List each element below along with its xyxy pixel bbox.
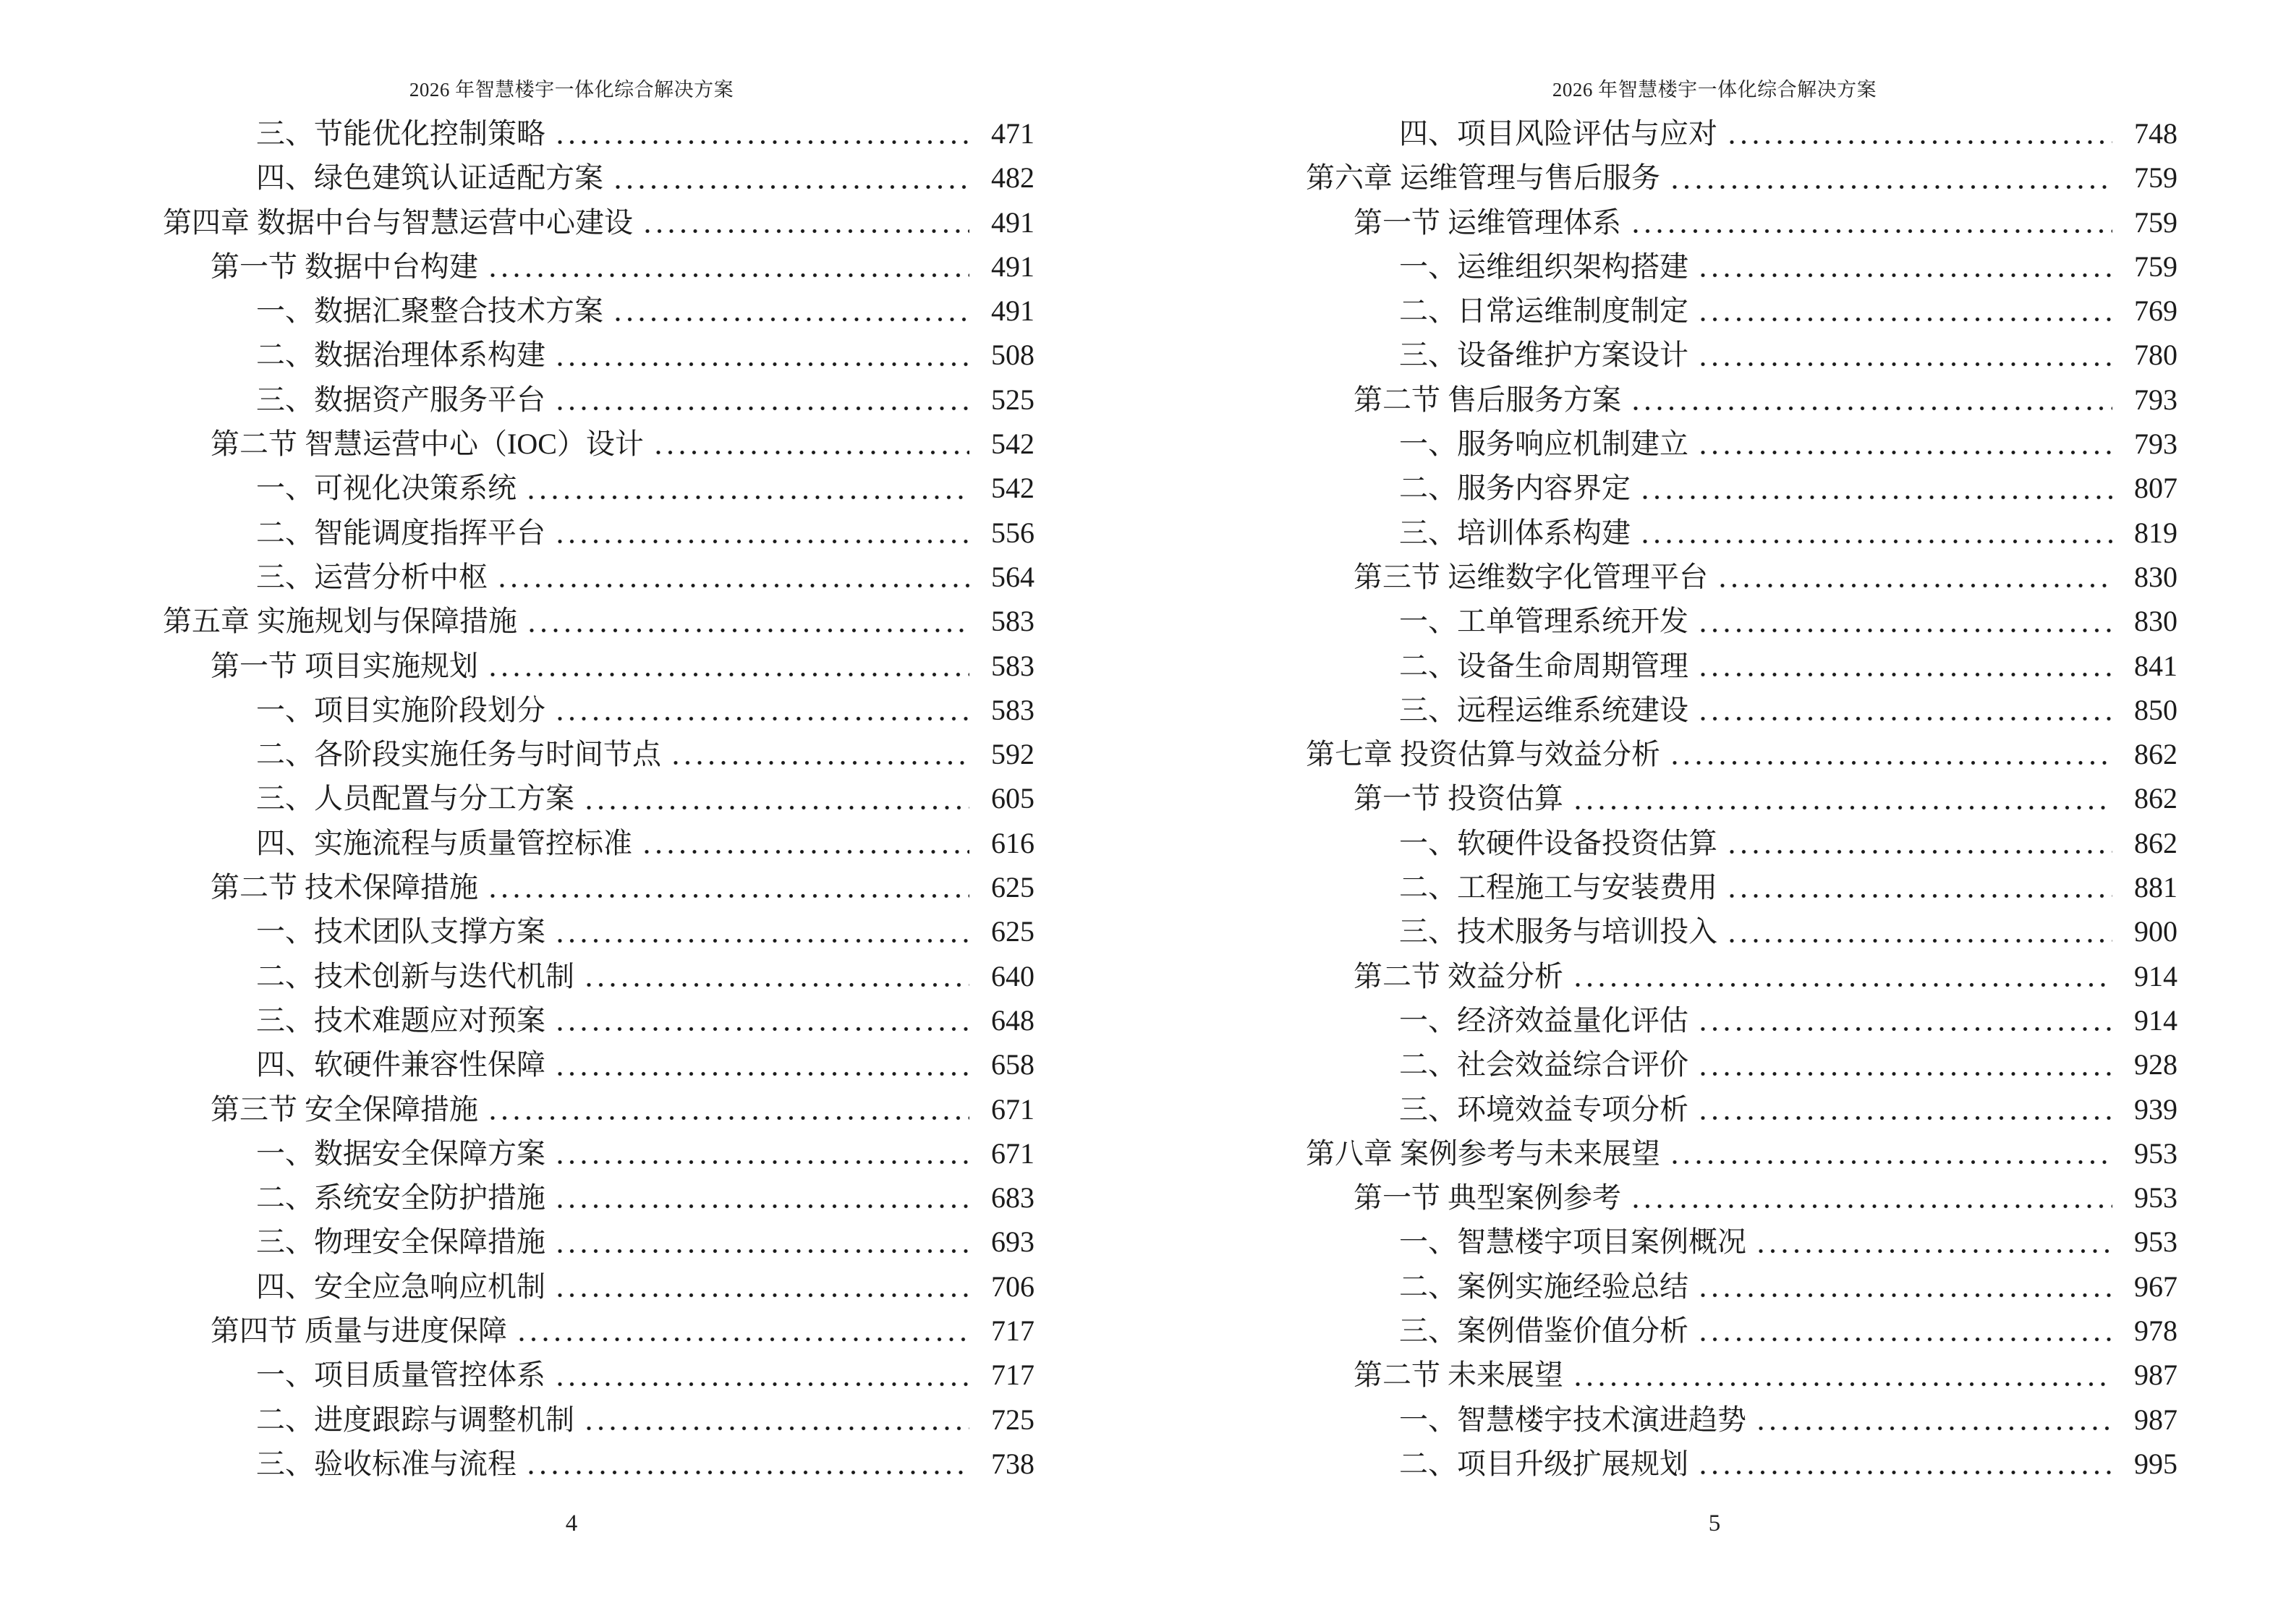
dot-leader — [1572, 804, 2112, 811]
toc-entry-label: 四、项目风险评估与应对 — [1399, 117, 1717, 150]
toc-entry-label: 第二节 智慧运营中心（IOC）设计 — [211, 428, 644, 461]
toc-entry-page-number: 693 — [991, 1225, 1034, 1259]
toc-entry-label: 第一节 数据中台构建 — [211, 250, 478, 283]
toc-entry-label: 一、智慧楼宇技术演进趋势 — [1399, 1403, 1746, 1436]
toc-entry-label: 四、实施流程与质量管控标准 — [256, 826, 632, 859]
toc-entry-label: 二、项目升级扩展规划 — [1399, 1447, 1688, 1480]
toc-list — [1143, 111, 2286, 1486]
toc-entry[interactable] — [0, 422, 1143, 466]
toc-entry[interactable] — [0, 245, 1143, 289]
toc-entry[interactable] — [0, 599, 1143, 643]
dot-leader — [1630, 228, 2112, 234]
toc-entry-label: 一、数据安全保障方案 — [256, 1136, 545, 1170]
dot-leader — [1726, 139, 2112, 145]
toc-entry-label: 第二节 效益分析 — [1354, 959, 1563, 992]
toc-entry[interactable] — [0, 511, 1143, 555]
toc-entry[interactable] — [1143, 156, 2286, 200]
toc-entry-page-number: 605 — [991, 782, 1034, 815]
toc-entry-page-number: 491 — [991, 250, 1034, 283]
toc-entry-label: 二、日常运维制度制定 — [1399, 294, 1688, 328]
dot-leader — [487, 671, 969, 678]
toc-entry[interactable] — [0, 732, 1143, 776]
toc-entry[interactable] — [0, 466, 1143, 510]
toc-entry-page-number: 640 — [991, 959, 1034, 992]
toc-entry-page-number: 748 — [2134, 117, 2177, 150]
dot-leader — [554, 1203, 969, 1210]
toc-entry[interactable] — [0, 1309, 1143, 1353]
dot-leader — [1630, 405, 2112, 412]
toc-entry-label: 第二节 售后服务方案 — [1354, 383, 1621, 416]
toc-entry[interactable] — [0, 156, 1143, 200]
toc-entry-label: 第三节 安全保障措施 — [211, 1092, 478, 1126]
dot-leader — [1697, 1071, 2112, 1077]
dot-leader — [1697, 1115, 2112, 1121]
toc-entry-page-number: 616 — [991, 826, 1034, 859]
toc-entry-label: 二、智能调度指挥平台 — [256, 516, 545, 549]
dot-leader — [526, 627, 969, 634]
toc-entry-label: 一、工单管理系统开发 — [1399, 605, 1688, 638]
toc-entry-label: 三、案例借鉴价值分析 — [1399, 1314, 1688, 1348]
toc-entry-label: 一、项目实施阶段划分 — [256, 693, 545, 726]
toc-entry[interactable] — [0, 1264, 1143, 1309]
toc-entry[interactable] — [1143, 1087, 2286, 1131]
toc-entry-page-number: 625 — [991, 871, 1034, 904]
toc-entry-label: 三、技术服务与培训投入 — [1399, 915, 1717, 948]
page-header: 2026 年智慧楼宇一体化综合解决方案 — [409, 79, 734, 101]
toc-entry-page-number: 807 — [2134, 472, 2177, 505]
toc-entry-page-number: 671 — [991, 1092, 1034, 1126]
toc-entry-label: 第一节 运维管理体系 — [1354, 205, 1621, 239]
dot-leader — [1697, 671, 2112, 678]
toc-entry-label: 第二节 技术保障措施 — [211, 871, 478, 904]
toc-entry-label: 三、节能优化控制策略 — [256, 117, 545, 150]
toc-entry[interactable] — [0, 1398, 1143, 1442]
toc-entry[interactable] — [1143, 555, 2286, 599]
dot-leader — [641, 849, 969, 855]
toc-entry[interactable] — [1143, 998, 2286, 1042]
toc-entry-label: 三、环境效益专项分析 — [1399, 1092, 1688, 1126]
toc-entry[interactable] — [0, 111, 1143, 156]
toc-entry[interactable] — [1143, 1042, 2286, 1087]
toc-entry-label: 第五章 实施规划与保障措施 — [163, 605, 517, 638]
toc-entry-page-number: 759 — [2134, 205, 2177, 239]
toc-entry-page-number: 914 — [2134, 1003, 2177, 1037]
dot-leader — [487, 893, 969, 899]
dot-leader — [1755, 1248, 2112, 1254]
toc-entry-page-number: 738 — [991, 1447, 1034, 1480]
toc-entry-page-number: 491 — [991, 294, 1034, 328]
toc-entry-label: 一、软硬件设备投资估算 — [1399, 826, 1717, 859]
toc-entry[interactable] — [1143, 1264, 2286, 1309]
dot-leader — [1697, 1336, 2112, 1343]
toc-entry[interactable] — [1143, 1220, 2286, 1264]
dot-leader — [525, 1469, 969, 1476]
toc-entry-page-number: 862 — [2134, 782, 2177, 815]
toc-entry[interactable] — [0, 1131, 1143, 1176]
toc-entry-label: 第七章 投资估算与效益分析 — [1306, 738, 1660, 771]
dot-leader — [554, 1159, 969, 1165]
dot-leader — [612, 184, 969, 190]
dot-leader — [554, 938, 969, 944]
toc-entry[interactable] — [1143, 1309, 2286, 1353]
dot-leader — [1697, 1026, 2112, 1032]
toc-list — [0, 111, 1143, 1486]
toc-entry-page-number: 482 — [991, 161, 1034, 195]
dot-leader — [1697, 272, 2112, 279]
toc-entry-page-number: 542 — [991, 472, 1034, 505]
toc-entry-page-number: 542 — [991, 428, 1034, 461]
toc-entry-label: 一、经济效益量化评估 — [1399, 1003, 1688, 1037]
toc-entry[interactable] — [1143, 776, 2286, 820]
dot-leader — [1697, 449, 2112, 456]
toc-entry[interactable] — [0, 1042, 1143, 1087]
toc-entry-label: 二、各阶段实施任务与时间节点 — [256, 738, 661, 771]
dot-leader — [554, 1026, 969, 1032]
toc-entry-page-number: 648 — [991, 1003, 1034, 1037]
dot-leader — [554, 1292, 969, 1298]
toc-entry-label: 三、人员配置与分工方案 — [256, 782, 574, 815]
dot-leader — [612, 316, 969, 323]
toc-entry-label: 第一节 项目实施规划 — [211, 649, 478, 682]
toc-entry-label: 一、可视化决策系统 — [256, 472, 517, 505]
toc-entry[interactable] — [0, 998, 1143, 1042]
toc-entry[interactable] — [1143, 599, 2286, 643]
toc-entry-page-number: 583 — [991, 693, 1034, 726]
toc-entry-label: 第八章 案例参考与未来展望 — [1306, 1136, 1660, 1170]
toc-entry-page-number: 706 — [991, 1270, 1034, 1303]
page-footer: 5 — [1708, 1510, 1721, 1536]
toc-entry-page-number: 583 — [991, 605, 1034, 638]
toc-entry-label: 一、运维组织架构搭建 — [1399, 250, 1688, 283]
toc-entry[interactable] — [0, 289, 1143, 333]
toc-entry-page-number: 953 — [2134, 1181, 2177, 1215]
dot-leader — [1669, 760, 2112, 766]
toc-entry-page-number: 683 — [991, 1181, 1034, 1215]
dot-leader — [554, 1071, 969, 1077]
toc-entry[interactable] — [1143, 289, 2286, 333]
toc-entry[interactable] — [0, 200, 1143, 245]
dot-leader — [1697, 1292, 2112, 1298]
toc-entry-label: 二、数据治理体系构建 — [256, 339, 545, 372]
toc-entry-page-number: 769 — [2134, 294, 2177, 328]
toc-entry-label: 一、服务响应机制建立 — [1399, 428, 1688, 461]
toc-entry[interactable] — [0, 1176, 1143, 1220]
toc-entry-label: 三、运营分析中枢 — [256, 560, 488, 593]
dot-leader — [1669, 184, 2112, 190]
toc-entry-page-number: 592 — [991, 738, 1034, 771]
toc-entry[interactable] — [1143, 1442, 2286, 1486]
page-footer: 4 — [565, 1510, 578, 1536]
toc-entry[interactable] — [1143, 954, 2286, 998]
toc-entry-label: 第四节 质量与进度保障 — [211, 1314, 507, 1348]
toc-entry-page-number: 987 — [2134, 1359, 2177, 1392]
toc-entry-page-number: 987 — [2134, 1403, 2177, 1436]
dot-leader — [554, 139, 969, 145]
dot-leader — [1717, 582, 2112, 589]
dot-leader — [1726, 893, 2112, 899]
dot-leader — [583, 982, 969, 988]
dot-leader — [516, 1336, 969, 1343]
dot-leader — [1669, 1159, 2112, 1165]
toc-entry[interactable] — [1143, 511, 2286, 555]
toc-entry[interactable] — [1143, 111, 2286, 156]
toc-entry-label: 三、数据资产服务平台 — [256, 383, 545, 416]
toc-entry-label: 第四章 数据中台与智慧运营中心建设 — [163, 205, 633, 239]
toc-entry-page-number: 759 — [2134, 250, 2177, 283]
toc-entry[interactable] — [1143, 688, 2286, 732]
toc-entry-page-number: 928 — [2134, 1048, 2177, 1081]
toc-entry-page-number: 625 — [991, 915, 1034, 948]
toc-entry-page-number: 491 — [991, 205, 1034, 239]
toc-entry-label: 二、系统安全防护措施 — [256, 1181, 545, 1215]
toc-entry-label: 三、培训体系构建 — [1399, 516, 1631, 549]
toc-entry-page-number: 556 — [991, 516, 1034, 549]
toc-entry-label: 二、技术创新与迭代机制 — [256, 959, 574, 992]
toc-entry[interactable] — [1143, 200, 2286, 245]
dot-leader — [554, 715, 969, 722]
toc-entry-label: 一、项目质量管控体系 — [256, 1359, 545, 1392]
toc-entry-label: 一、数据汇聚整合技术方案 — [256, 294, 603, 328]
toc-entry-page-number: 900 — [2134, 915, 2177, 948]
toc-entry-page-number: 914 — [2134, 959, 2177, 992]
toc-entry-page-number: 841 — [2134, 649, 2177, 682]
toc-entry-page-number: 978 — [2134, 1314, 2177, 1348]
toc-entry-label: 二、进度跟踪与调整机制 — [256, 1403, 574, 1436]
toc-entry[interactable] — [1143, 821, 2286, 865]
dot-leader — [1697, 361, 2112, 367]
toc-entry[interactable] — [0, 865, 1143, 909]
toc-entry-page-number: 953 — [2134, 1225, 2177, 1259]
toc-entry[interactable] — [0, 776, 1143, 820]
toc-entry[interactable] — [1143, 466, 2286, 510]
toc-entry-page-number: 780 — [2134, 339, 2177, 372]
dot-leader — [1755, 1425, 2112, 1432]
toc-entry[interactable] — [1143, 378, 2286, 422]
dot-leader — [1697, 715, 2112, 722]
toc-entry[interactable] — [0, 1220, 1143, 1264]
toc-entry[interactable] — [0, 378, 1143, 422]
dot-leader — [1697, 627, 2112, 634]
toc-entry-page-number: 793 — [2134, 428, 2177, 461]
toc-entry-label: 四、绿色建筑认证适配方案 — [256, 161, 603, 195]
dot-leader — [525, 494, 969, 501]
dot-leader — [670, 760, 969, 766]
dot-leader — [1572, 1381, 2112, 1387]
toc-entry-page-number: 564 — [991, 560, 1034, 593]
dot-leader — [554, 405, 969, 412]
toc-page-right — [1143, 0, 2286, 1624]
toc-entry-label: 第二节 未来展望 — [1354, 1359, 1563, 1392]
toc-entry-page-number: 583 — [991, 649, 1034, 682]
toc-entry-page-number: 939 — [2134, 1092, 2177, 1126]
dot-leader — [554, 538, 969, 545]
toc-entry[interactable] — [1143, 644, 2286, 688]
dot-leader — [1639, 538, 2112, 545]
dot-leader — [1726, 849, 2112, 855]
dot-leader — [1639, 494, 2112, 501]
toc-entry-label: 四、软硬件兼容性保障 — [256, 1048, 545, 1081]
toc-entry-page-number: 830 — [2134, 605, 2177, 638]
toc-entry[interactable] — [0, 688, 1143, 732]
toc-entry-page-number: 759 — [2134, 161, 2177, 195]
toc-entry-page-number: 850 — [2134, 693, 2177, 726]
toc-entry-page-number: 819 — [2134, 516, 2177, 549]
toc-entry-label: 三、设备维护方案设计 — [1399, 339, 1688, 372]
toc-entry[interactable] — [1143, 865, 2286, 909]
toc-entry[interactable] — [1143, 245, 2286, 289]
toc-entry[interactable] — [1143, 1353, 2286, 1397]
toc-entry-page-number: 658 — [991, 1048, 1034, 1081]
toc-entry-label: 第一节 典型案例参考 — [1354, 1181, 1621, 1215]
toc-entry-page-number: 862 — [2134, 826, 2177, 859]
toc-entry[interactable] — [0, 555, 1143, 599]
toc-entry-page-number: 525 — [991, 383, 1034, 416]
toc-entry-label: 二、社会效益综合评价 — [1399, 1048, 1688, 1081]
dot-leader — [487, 1115, 969, 1121]
toc-entry-page-number: 508 — [991, 339, 1034, 372]
toc-entry-page-number: 830 — [2134, 560, 2177, 593]
toc-entry[interactable] — [0, 333, 1143, 377]
toc-entry-page-number: 717 — [991, 1359, 1034, 1392]
dot-leader — [1697, 1469, 2112, 1476]
toc-entry-label: 二、服务内容界定 — [1399, 472, 1631, 505]
toc-entry[interactable] — [0, 1353, 1143, 1397]
toc-entry-label: 四、安全应急响应机制 — [256, 1270, 545, 1303]
dot-leader — [554, 1381, 969, 1387]
dot-leader — [554, 361, 969, 367]
toc-entry-label: 二、工程施工与安装费用 — [1399, 871, 1717, 904]
toc-entry-label: 一、技术团队支撑方案 — [256, 915, 545, 948]
toc-entry-page-number: 953 — [2134, 1136, 2177, 1170]
toc-entry[interactable] — [1143, 1176, 2286, 1220]
toc-entry-label: 三、验收标准与流程 — [256, 1447, 517, 1480]
dot-leader — [583, 1425, 969, 1432]
toc-entry[interactable] — [1143, 1131, 2286, 1176]
toc-entry-page-number: 793 — [2134, 383, 2177, 416]
dot-leader — [554, 1248, 969, 1254]
toc-entry-page-number: 862 — [2134, 738, 2177, 771]
toc-entry[interactable] — [0, 1087, 1143, 1131]
dot-leader — [653, 449, 969, 456]
toc-entry-label: 第六章 运维管理与售后服务 — [1306, 161, 1660, 195]
toc-entry-label: 三、物理安全保障措施 — [256, 1225, 545, 1259]
dot-leader — [583, 804, 969, 811]
toc-entry-page-number: 471 — [991, 117, 1034, 150]
toc-entry-label: 二、设备生命周期管理 — [1399, 649, 1688, 682]
toc-entry-label: 二、案例实施经验总结 — [1399, 1270, 1688, 1303]
dot-leader — [1630, 1203, 2112, 1210]
dot-leader — [1572, 982, 2112, 988]
toc-entry[interactable] — [0, 1442, 1143, 1486]
toc-entry-page-number: 725 — [991, 1403, 1034, 1436]
toc-entry[interactable] — [0, 954, 1143, 998]
toc-entry[interactable] — [1143, 909, 2286, 953]
dot-leader — [1697, 316, 2112, 323]
toc-entry[interactable] — [0, 909, 1143, 953]
toc-entry-label: 三、远程运维系统建设 — [1399, 693, 1688, 726]
toc-entry-label: 第一节 投资估算 — [1354, 782, 1563, 815]
dot-leader — [487, 272, 969, 279]
toc-entry-label: 第三节 运维数字化管理平台 — [1354, 560, 1708, 593]
toc-entry-page-number: 671 — [991, 1136, 1034, 1170]
toc-entry[interactable] — [1143, 333, 2286, 377]
toc-entry-label: 一、智慧楼宇项目案例概况 — [1399, 1225, 1746, 1259]
dot-leader — [1726, 938, 2112, 944]
dot-leader — [642, 228, 969, 234]
dot-leader — [496, 582, 969, 589]
page-header: 2026 年智慧楼宇一体化综合解决方案 — [1552, 79, 1877, 101]
toc-entry[interactable] — [1143, 1398, 2286, 1442]
toc-entry-page-number: 881 — [2134, 871, 2177, 904]
toc-entry-label: 三、技术难题应对预案 — [256, 1003, 545, 1037]
toc-entry[interactable] — [0, 821, 1143, 865]
toc-entry-page-number: 717 — [991, 1314, 1034, 1348]
toc-entry[interactable] — [0, 644, 1143, 688]
toc-entry-page-number: 967 — [2134, 1270, 2177, 1303]
toc-entry-page-number: 995 — [2134, 1447, 2177, 1480]
toc-entry[interactable] — [1143, 732, 2286, 776]
toc-entry[interactable] — [1143, 422, 2286, 466]
